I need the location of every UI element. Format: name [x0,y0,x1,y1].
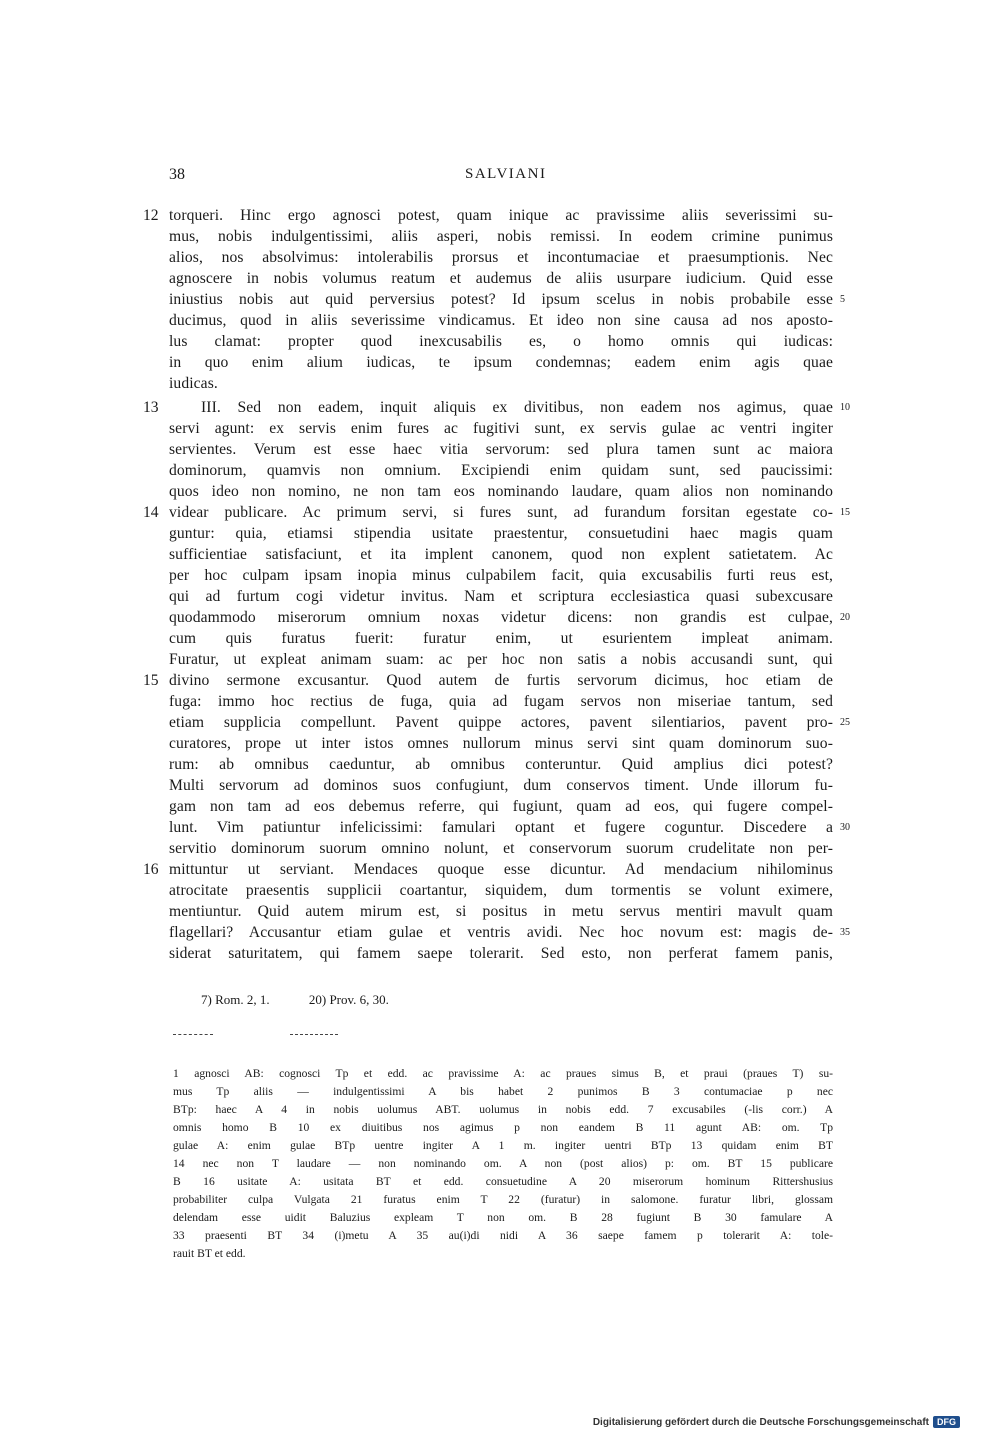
section-number: 12 [143,207,159,224]
reference: 7) Rom. 2, 1. [201,992,270,1007]
digitization-banner [593,1416,960,1428]
text-line: mentiuntur. Quid autem mirum est, si positus in metu servus mentiri mavult quam [169,903,833,920]
text-line: atrocitate praesentis supplicii coartantur, siquidem, dum tormentis se volunt eximere, [169,882,833,899]
apparatus-line: gulae A: enim gulae BTp uentre ingiter A 1 m. ingiter uentri BTp 13 quidam enim BT [173,1139,833,1152]
text-line: sufficientiae satisfaciunt, et ita implent canonem, quod non explent satietatem. Ac [169,546,833,563]
dfg-logo: DFG [933,1416,960,1428]
line-number: 35 [840,927,850,938]
text-line: siderat saturitatem, qui famem saepe tolerarit. Sed esto, non perferat famem panis, [169,945,833,962]
text-line: torqueri. Hinc ergo agnosci potest, quam inique ac pravissime aliis severissimi su- [169,207,833,224]
line-number: 15 [840,507,850,518]
apparatus-line: delendam esse uidit Baluzius expleam T non om. B 28 fugiunt B 30 famulare A [173,1211,833,1224]
text-line: guntur: quia, etiamsi stipendia usitate praestentur, consuetudini haec magis quam [169,525,833,542]
text-line: qui ad furtum cogi videtur invitus. Nam et scriptura ecclesiastica quasi subexcusare [169,588,833,605]
divider [173,1034,213,1036]
text-line: flagellari? Accusantur etiam gulae et ventris avidi. Nec hoc novum est: magis de- [169,924,833,941]
text-line: alios, nos absolvimus: intolerabilis prorsus et incontumaciae et praesumptionis. Nec [169,249,833,266]
section-number: 14 [143,504,159,521]
text-line: curatores, prope ut inter istos omnes nullorum minus servi sint quam dominorum suo- [169,735,833,752]
text-line: lunt. Vim patiuntur infelicissimi: famulari optant et fugere coguntur. Discedere a [169,819,833,836]
text-line: iudicas. [169,375,218,392]
text-line: lus clamat: propter quod inexcusabilis es, o homo omnis qui iudicas: [169,333,833,350]
apparatus-line: 33 praesenti BT 34 (i)metu A 35 au(i)di nidi A 36 saepe famem p tolerarit A: tole- [173,1229,833,1242]
apparatus-line: mus Tp aliis — indulgentissimi A bis habet 2 punimos B 3 contumaciae p nec [173,1085,833,1098]
section-number: 15 [143,672,159,689]
line-number: 20 [840,612,850,623]
line-number: 25 [840,717,850,728]
divider [290,1034,338,1036]
apparatus-line: probabiliter culpa Vulgata 21 furatus enim T 22 (furatur) in salomone. furatur libri, glossam [173,1193,833,1206]
text-line: quos ideo non nomino, ne non tam eos nominando laudare, quam alios non nominando [169,483,833,500]
text-line: dominorum, quamvis non omnium. Excipiendi enim quidam sunt, sed paucissimi: [169,462,833,479]
running-title: SALVIANI [465,166,547,182]
text-line: fuga: immo hoc rectius de fuga, quia ad fugam servos non miseriae tantum, sed [169,693,833,710]
text-line: quodammodo miserorum omnium noxas videtur dicens: non grandis est culpae, [169,609,833,626]
text-line: servientes. Verum est esse haec vitia servorum: sed plura tamen sunt ac maiora [169,441,833,458]
text-line: servi agunt: ex servis enim fures ac fugitivi sunt, ex servis gulae ac ventri ingiter [169,420,833,437]
text-line: rum: ab omnibus caeduntur, ab omnibus conteruntur. Quid amplius dici potest? [169,756,833,773]
text-line: Multi servorum ad dominos suos confugiunt, dum conservos timent. Unde illorum fu- [169,777,833,794]
text-line: mus, nobis indulgentissimi, aliis asperi, nobis remissi. In eodem crimine punimus [169,228,833,245]
page-number: 38 [169,166,185,183]
apparatus-line: rauit BT et edd. [173,1247,246,1260]
apparatus-line: omnis homo B 10 ex diuitibus nos agimus p non eandem B 11 agunt AB: om. Tp [173,1121,833,1134]
text-line: III. Sed non eadem, inquit aliquis ex divitibus, non eadem nos agimus, quae [201,399,833,416]
text-line: gam non tam ad eos debemus referre, qui fugiunt, quam ad eos, qui fugere compel- [169,798,833,815]
text-line: Furatur, ut expleat animam suam: ac per hoc non satis a nobis accusandi sunt, qui [169,651,833,668]
line-number: 30 [840,822,850,833]
apparatus-line: 14 nec non T laudare — non nominando om. A non (post alios) p: om. BT 15 publicare [173,1157,833,1170]
apparatus-line: B 16 usitate A: usitata BT et edd. consuetudine A 20 miserorum hominum Rittershusius [173,1175,833,1188]
text-line: per hoc culpam ipsam inopia minus culpabilem facit, quia excusabilis furti reus est, [169,567,833,584]
text-line: ducimus, quod in aliis severissime vindicamus. Et ideo non sine causa ad nos aposto- [169,312,833,329]
apparatus-line: BTp: haec A 4 in nobis uolumus ABT. uolumus in nobis edd. 7 excusabiles (-lis corr.) A [173,1103,833,1116]
text-line: iniustius nobis aut quid perversius potest? Id ipsum scelus in nobis probabile esse [169,291,833,308]
banner-text: Digitalisierung gefördert durch die Deutsche Forschungsgemeinschaft [592,1416,929,1428]
text-line: divino sermone excusantur. Quod autem de furtis servorum dicimus, hoc etiam de [169,672,833,689]
text-line: videar publicare. Ac primum servi, si fures sunt, ad furandum forsitan egestate co- [169,504,833,521]
text-line: in quo enim alium iudicas, te ipsum condemnas; eadem enim agis quae [169,354,833,371]
text-line: mittuntur ut serviant. Mendaces quoque esse dicuntur. Ad mendacium nihilominus [169,861,833,878]
reference: 20) Prov. 6, 30. [308,992,389,1007]
section-number: 16 [143,861,159,878]
text-line: cum quis furatus fuerit: furatur enim, ut esurientem impleat animam. [169,630,833,647]
line-number: 5 [840,294,845,305]
scripture-references [201,992,425,1008]
line-number: 10 [840,402,850,413]
section-number: 13 [143,399,159,416]
text-line: agnoscere in nobis volumus reatum et audemus de aliis usurpare iudicium. Quid esse [169,270,833,287]
text-line: etiam supplicia compellunt. Pavent quippe actores, pavent silentiarios, pavent pro- [169,714,833,731]
apparatus-line: 1 agnosci AB: cognosci Tp et edd. ac pravissime A: ac praues simus B, et praui (praues T) su- [173,1067,833,1080]
text-line: servitio dominorum suorum omnino nolunt, et conservorum suorum crudelitate non per- [169,840,833,857]
